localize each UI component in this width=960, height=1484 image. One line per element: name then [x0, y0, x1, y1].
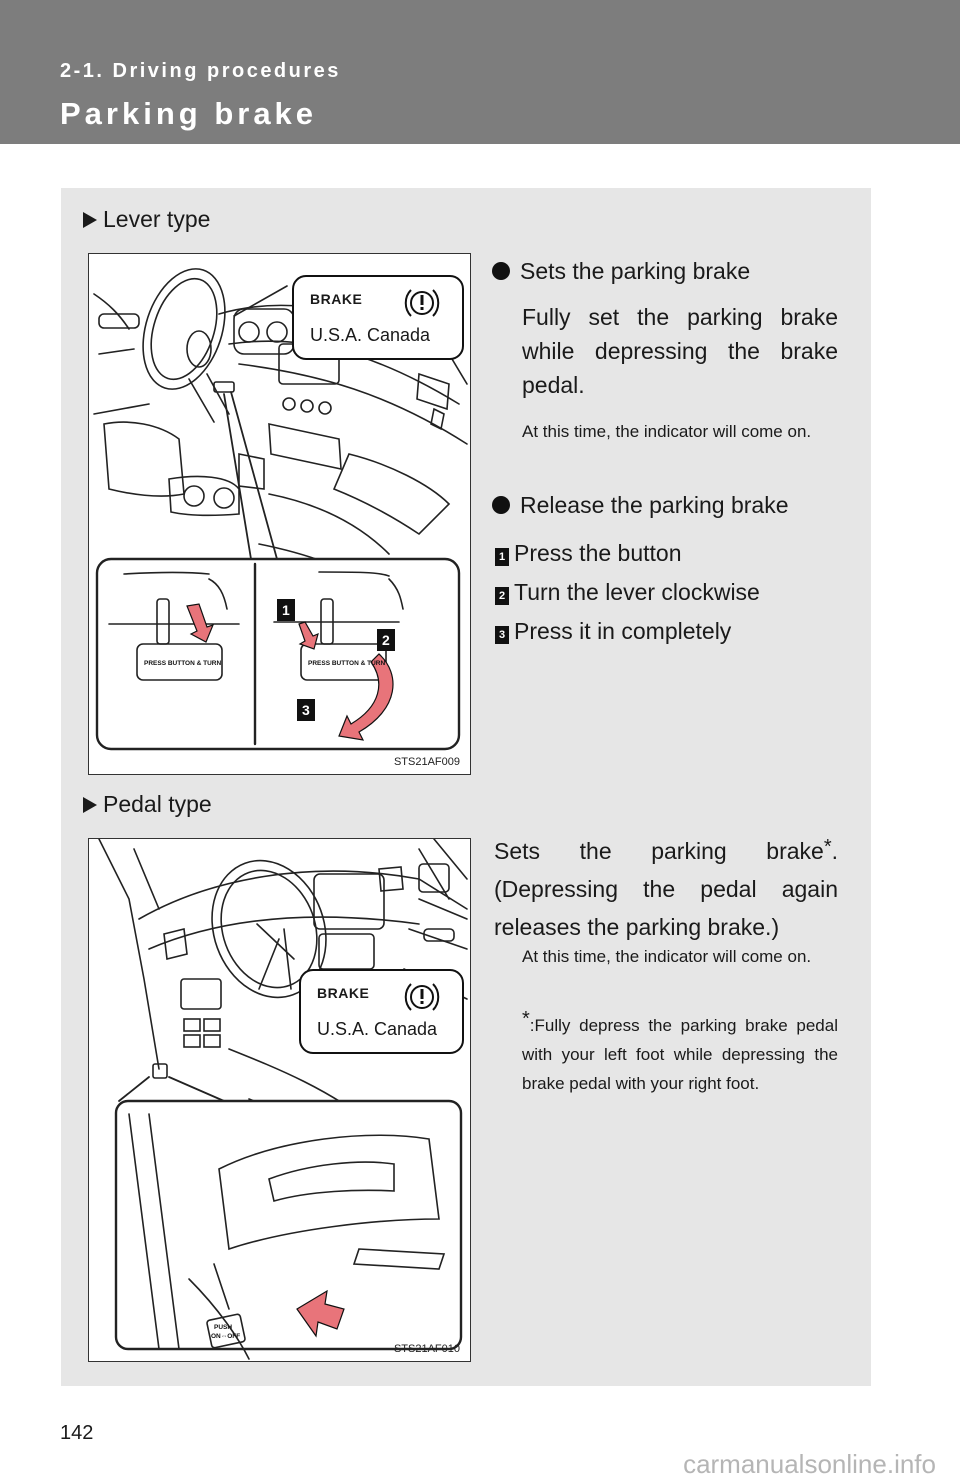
footnote-text: :Fully depress the parking brake pedal with your left foot while depressing the brake pedal with your right foot. [522, 1016, 838, 1093]
pedal-note: At this time, the indicator will come on. [522, 947, 812, 966]
set-brake-instruction: Fully set the parking brake while depressing the brake pedal. [522, 304, 838, 398]
release-brake-heading [492, 489, 852, 521]
page-title: Parking brake [60, 96, 318, 131]
watermark: carmanualsonline.info [683, 1449, 936, 1479]
triangle-icon [83, 797, 97, 813]
step-text-3: Press it in completely [514, 618, 732, 644]
pedal-footnote [522, 1005, 838, 1098]
brake-warning-icon [404, 287, 440, 319]
indicator-regions: U.S.A. Canada [310, 325, 431, 345]
step-number-1: 1 [495, 548, 509, 566]
section-label: 2-1. Driving procedures [60, 60, 341, 82]
brake-indicator-label: BRAKE [317, 985, 370, 1001]
lever-type-heading [83, 206, 210, 233]
pedal-type-label: Pedal type [103, 791, 212, 817]
triangle-icon [83, 212, 97, 228]
pedal-type-heading [83, 791, 212, 818]
page-number: 142 [60, 1422, 94, 1444]
lever-indicator-callout [292, 275, 464, 360]
set-brake-heading [492, 255, 842, 287]
indicator-regions: U.S.A. Canada [317, 1019, 438, 1039]
svg-text:2: 2 [382, 632, 390, 648]
pedal-dashboard-drawing [89, 839, 470, 1361]
step-text-1: Press the button [514, 540, 682, 566]
release-brake-heading-text: Release the parking brake [520, 492, 789, 518]
bullet-icon [492, 496, 510, 514]
handle-label-right: PRESS BUTTON & TURN [308, 660, 386, 667]
pedal-instruction-rest: (Depressing the pedal again releases the parking brake.) [494, 876, 838, 940]
set-brake-note: At this time, the indicator will come on. [522, 422, 812, 441]
brake-indicator-label: BRAKE [310, 291, 363, 307]
footnote-marker: * [522, 1008, 530, 1030]
step-number-2: 2 [495, 587, 509, 605]
lever-type-illustration [88, 253, 471, 775]
pedal-label-top: PUSH [214, 1324, 233, 1331]
release-step-1 [495, 537, 682, 569]
brake-warning-icon [404, 981, 440, 1013]
svg-text:3: 3 [302, 702, 310, 718]
lever-type-label: Lever type [103, 206, 211, 232]
svg-text:1: 1 [282, 602, 290, 618]
bullet-icon [492, 262, 510, 280]
pedal-type-illustration [88, 838, 471, 1362]
figure-code: STS21AF010 [393, 1343, 460, 1355]
pedal-instruction-period: . [831, 838, 838, 864]
set-brake-heading-text: Sets the parking brake [520, 258, 751, 284]
handle-label-left: PRESS BUTTON & TURN [144, 660, 222, 667]
pedal-instruction [494, 828, 838, 946]
step-text-2: Turn the lever clockwise [514, 579, 760, 605]
pedal-label-bottom: ON⇔OFF [211, 1333, 241, 1340]
figure-code: STS21AF009 [393, 756, 460, 768]
release-step-3 [495, 615, 731, 647]
release-step-2 [495, 576, 760, 608]
step-number-3: 3 [495, 626, 509, 644]
page-header [0, 0, 960, 144]
footnote-marker: * [823, 836, 832, 858]
pedal-indicator-callout [299, 969, 464, 1054]
content-panel [61, 188, 871, 1386]
pedal-instruction-main: Sets the parking brake [494, 838, 824, 864]
